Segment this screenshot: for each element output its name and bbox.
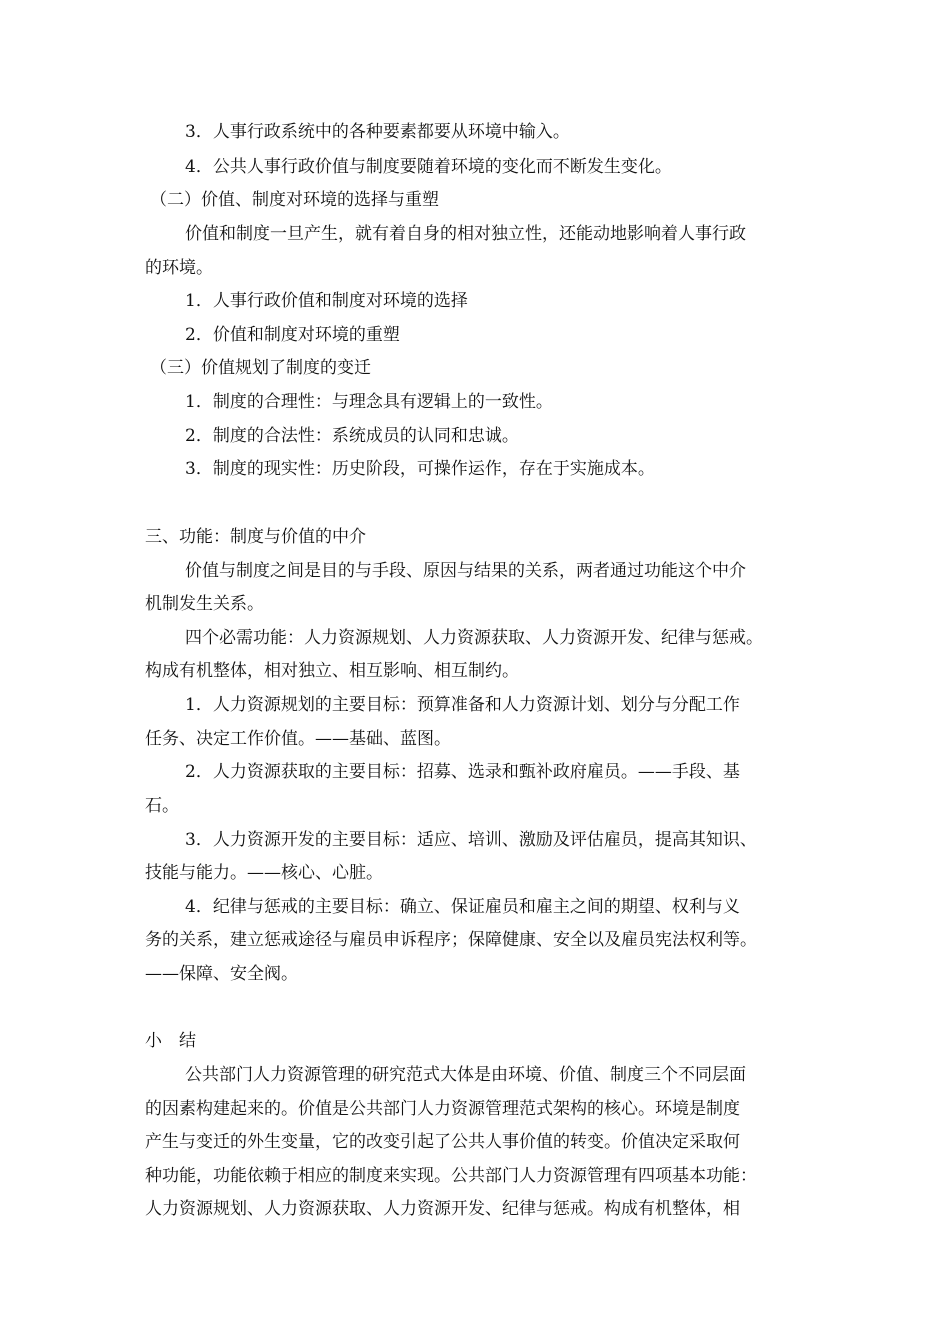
paragraph-line: ——保障、安全阀。 (145, 964, 298, 984)
paragraph-line: 构成有机整体，相对独立、相互影响、相互制约。 (145, 661, 519, 681)
list-item: 2．制度的合法性：系统成员的认同和忠诚。 (185, 426, 519, 446)
paragraph-line: 价值与制度之间是目的与手段、原因与结果的关系，两者通过功能这个中介 (185, 561, 746, 581)
paragraph-line: 的环境。 (145, 258, 213, 278)
paragraph-line: 种功能，功能依赖于相应的制度来实现。公共部门人力资源管理有四项基本功能： (145, 1166, 757, 1186)
list-item: 3．制度的现实性：历史阶段，可操作运作，存在于实施成本。 (185, 459, 655, 479)
section-heading: （二）价值、制度对环境的选择与重塑 (150, 190, 439, 210)
paragraph-line: 机制发生关系。 (145, 594, 264, 614)
paragraph-line: 任务、决定工作价值。——基础、蓝图。 (145, 729, 451, 749)
list-item: 2．价值和制度对环境的重塑 (185, 325, 400, 345)
paragraph-line: 四个必需功能：人力资源规划、人力资源获取、人力资源开发、纪律与惩戒。 (185, 628, 763, 648)
paragraph-line: 产生与变迁的外生变量，它的改变引起了公共人事价值的转变。价值决定采取何 (145, 1132, 740, 1152)
section-heading: （三）价值规划了制度的变迁 (150, 358, 371, 378)
paragraph-line: 务的关系，建立惩戒途径与雇员申诉程序；保障健康、安全以及雇员宪法权利等。 (145, 930, 757, 950)
list-item: 3．人力资源开发的主要目标：适应、培训、激励及评估雇员，提高其知识、 (185, 830, 757, 850)
paragraph-line: 人力资源规划、人力资源获取、人力资源开发、纪律与惩戒。构成有机整体，相 (145, 1199, 740, 1219)
list-item: 3．人事行政系统中的各种要素都要从环境中输入。 (185, 122, 570, 142)
list-item: 1．制度的合理性：与理念具有逻辑上的一致性。 (185, 392, 553, 412)
section-heading: 小 结 (145, 1031, 196, 1051)
list-item: 4．公共人事行政价值与制度要随着环境的变化而不断发生变化。 (185, 157, 672, 177)
paragraph-line: 技能与能力。——核心、心脏。 (145, 863, 383, 883)
paragraph-line: 公共部门人力资源管理的研究范式大体是由环境、价值、制度三个不同层面 (185, 1065, 746, 1085)
list-item: 1．人力资源规划的主要目标：预算准备和人力资源计划、划分与分配工作 (185, 695, 740, 715)
paragraph-line: 石。 (145, 796, 179, 816)
list-item: 4．纪律与惩戒的主要目标：确立、保证雇员和雇主之间的期望、权利与义 (185, 897, 740, 917)
section-heading: 三、功能：制度与价值的中介 (145, 527, 366, 547)
paragraph-line: 的因素构建起来的。价值是公共部门人力资源管理范式架构的核心。环境是制度 (145, 1099, 740, 1119)
paragraph-line: 价值和制度一旦产生，就有着自身的相对独立性，还能动地影响着人事行政 (185, 224, 746, 244)
list-item: 1．人事行政价值和制度对环境的选择 (185, 291, 468, 311)
list-item: 2．人力资源获取的主要目标：招募、选录和甄补政府雇员。——手段、基 (185, 762, 740, 782)
